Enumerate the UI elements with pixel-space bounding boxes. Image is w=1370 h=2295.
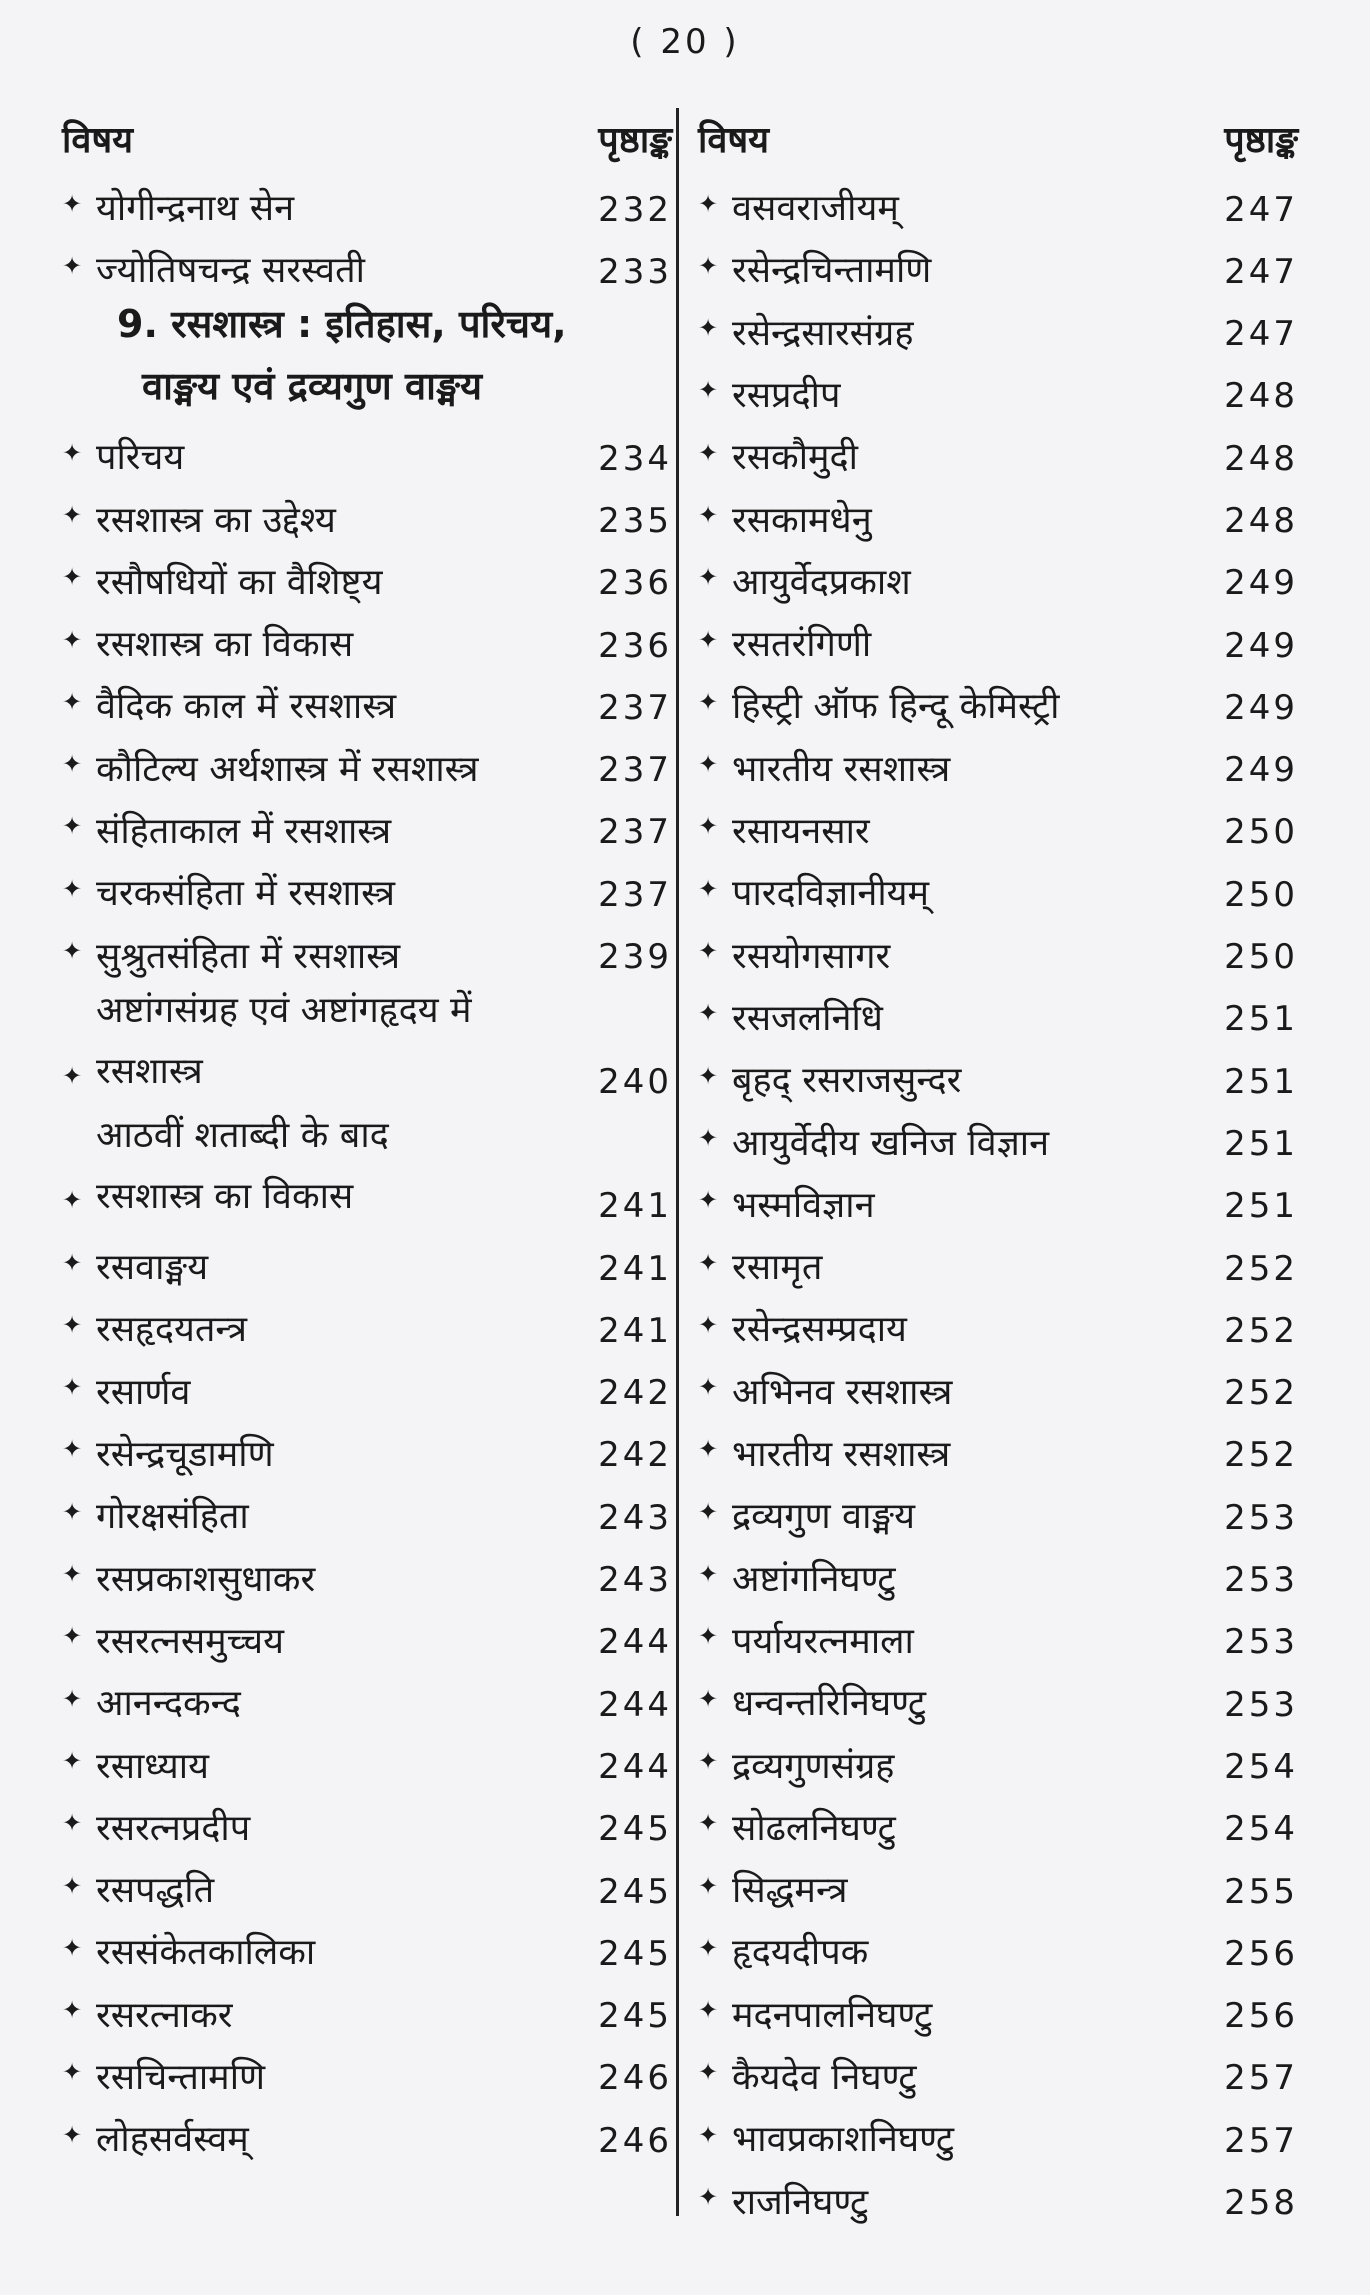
toc-entry-title: आयुर्वेदीय खनिज विज्ञान (732, 1122, 1050, 1164)
toc-entry (62, 1102, 672, 1227)
toc-entry (62, 1788, 672, 1850)
toc-entry-title: रसरत्नप्रदीप (96, 1807, 251, 1849)
bullet-star-icon: ✦ (62, 1497, 83, 1526)
toc-entry (698, 168, 1298, 230)
toc-entry-page: 233 (598, 251, 672, 292)
toc-entry-title: रसेन्द्रचिन्तामणि (732, 250, 932, 292)
toc-entry-title: रसवाङ्मय (96, 1247, 209, 1289)
toc-entry-page: 252 (1224, 1435, 1298, 1476)
toc-entry-page: 257 (1224, 2058, 1298, 2099)
toc-entry-title: सिद्धमन्त्र (732, 1870, 848, 1912)
toc-entry-page: 237 (598, 750, 672, 791)
bullet-star-icon: ✦ (698, 563, 719, 592)
toc-entry (698, 1289, 1298, 1351)
bullet-star-icon: ✦ (698, 251, 719, 280)
toc-entry-title: रसरत्नाकर (96, 1994, 233, 2036)
bullet-star-icon: ✦ (62, 1684, 83, 1713)
column-divider (676, 108, 679, 2216)
toc-entry-page: 234 (598, 438, 672, 479)
toc-entry (698, 417, 1298, 479)
left-entries-top (62, 168, 672, 293)
toc-entry-page: 248 (1224, 500, 1298, 541)
toc-entry (698, 293, 1298, 355)
bullet-star-icon: ✦ (62, 687, 83, 716)
toc-entry-title: रसकौमुदी (732, 437, 859, 479)
toc-entry (62, 479, 672, 541)
toc-entry (698, 479, 1298, 541)
toc-entry-page: 252 (1224, 1310, 1298, 1351)
toc-entry-title: राजनिघण्टु (732, 2181, 869, 2223)
toc-entry (698, 1850, 1298, 1912)
toc-entry (698, 1476, 1298, 1538)
toc-entry (62, 853, 672, 915)
toc-entry (62, 1601, 672, 1663)
toc-entry (698, 604, 1298, 666)
toc-entry-title: योगीन्द्रनाथ सेन (96, 188, 295, 230)
toc-entry-title: धन्वन्तरिनिघण्टु (732, 1683, 927, 1725)
toc-entry-page: 245 (598, 1996, 672, 2037)
toc-entry-title: हृदयदीपक (732, 1932, 869, 1974)
toc-entry-title: रसौषधियों का वैशिष्ट्य (96, 561, 383, 603)
toc-entry-title: भारतीय रसशास्त्र (732, 1434, 951, 1476)
toc-entry (698, 1975, 1298, 2037)
toc-entry-title: हिस्ट्री ऑफ हिन्दू केमिस्ट्री (732, 686, 1060, 728)
bullet-star-icon: ✦ (698, 314, 719, 343)
toc-entry-page: 256 (1224, 1996, 1298, 2037)
toc-entry-page: 258 (1224, 2183, 1298, 2223)
toc-entry-title: चरकसंहिता में रसशास्त्र (96, 873, 396, 915)
toc-entry (62, 2099, 672, 2161)
toc-entry-page: 232 (598, 189, 672, 230)
toc-entry-title: गोरक्षसंहिता (96, 1496, 249, 1538)
toc-entry-title: वसवराजीयम् (732, 188, 899, 230)
toc-entry-page: 249 (1224, 563, 1298, 604)
toc-entry-page: 243 (598, 1497, 672, 1538)
bullet-star-icon: ✦ (62, 251, 83, 280)
toc-entry (698, 1227, 1298, 1289)
toc-entry-page: 237 (598, 874, 672, 915)
toc-entry-page: 237 (598, 687, 672, 728)
toc-entry-page: 249 (1224, 687, 1298, 728)
toc-entry-page: 256 (1224, 1933, 1298, 1974)
toc-entry (62, 978, 672, 1103)
toc-entry (62, 1850, 672, 1912)
bullet-star-icon: ✦ (698, 1746, 719, 1775)
toc-entry (698, 978, 1298, 1040)
bullet-star-icon: ✦ (698, 1684, 719, 1713)
toc-entry (62, 1352, 672, 1414)
toc-entry-page: 247 (1224, 251, 1298, 292)
toc-entry (62, 2037, 672, 2099)
toc-entry-page: 251 (1224, 1061, 1298, 1102)
toc-entry (698, 355, 1298, 417)
toc-entry (698, 791, 1298, 853)
toc-entry-title: आनन्दकन्द (96, 1683, 241, 1725)
toc-entry-title: पर्यायरत्नमाला (732, 1620, 914, 1662)
toc-entry-page: 241 (598, 1186, 672, 1227)
toc-entry (698, 1414, 1298, 1476)
toc-entry-title: रसतरंगिणी (732, 624, 872, 666)
bullet-star-icon: ✦ (698, 2058, 719, 2087)
toc-entry-title: रसजलनिधि (732, 997, 883, 1039)
bullet-star-icon: ✦ (698, 812, 719, 841)
toc-entry-page: 240 (598, 1061, 672, 1102)
bullet-star-icon: ✦ (62, 563, 83, 592)
toc-entry-page: 244 (598, 1684, 672, 1725)
toc-entry-page: 253 (1224, 1622, 1298, 1663)
toc-entry (698, 1663, 1298, 1725)
toc-entry (698, 853, 1298, 915)
toc-entry-title: रसार्णव (96, 1371, 191, 1413)
toc-entry-title: संहिताकाल में रसशास्त्र (96, 811, 392, 853)
toc-entry-page: 247 (1224, 189, 1298, 230)
bullet-star-icon: ✦ (698, 2183, 719, 2211)
toc-entry-page: 248 (1224, 376, 1298, 417)
toc-entry-page: 253 (1224, 1497, 1298, 1538)
toc-entry (62, 604, 672, 666)
toc-entry (62, 1663, 672, 1725)
toc-entry-page: 257 (1224, 2120, 1298, 2161)
toc-entry-page: 241 (598, 1310, 672, 1351)
bullet-star-icon: ✦ (698, 874, 719, 903)
toc-entry-page: 251 (1224, 1123, 1298, 1164)
left-column (62, 108, 672, 2162)
bullet-star-icon: ✦ (698, 625, 719, 654)
right-column-header (698, 108, 1298, 168)
bullet-star-icon: ✦ (698, 376, 719, 405)
toc-entry-title: परिचय (96, 437, 185, 479)
bullet-star-icon: ✦ (698, 999, 719, 1028)
bullet-star-icon: ✦ (698, 500, 719, 529)
toc-entry-page: 248 (1224, 438, 1298, 479)
toc-entry-title: रसपद्धति (96, 1870, 215, 1912)
toc-entry (698, 1352, 1298, 1414)
toc-entry-title: अभिनव रसशास्त्र (732, 1371, 953, 1413)
toc-entry-title: रसयोगसागर (732, 935, 891, 977)
toc-entry (62, 916, 672, 978)
bullet-star-icon: ✦ (62, 189, 83, 218)
toc-entry-title: रसेन्द्रसारसंग्रह (732, 312, 914, 354)
bullet-star-icon: ✦ (698, 1248, 719, 1277)
toc-entry-title: रसरत्नसमुच्चय (96, 1620, 284, 1662)
toc-entry-page: 245 (598, 1871, 672, 1912)
toc-entry-page: 246 (598, 2120, 672, 2161)
bullet-star-icon: ✦ (62, 1310, 83, 1339)
toc-entry (698, 1040, 1298, 1102)
toc-entry (698, 1912, 1298, 1974)
subject-heading: विषय (698, 119, 770, 161)
bullet-star-icon: ✦ (698, 1186, 719, 1215)
right-column (698, 108, 1298, 2224)
toc-entry-page: 252 (1224, 1373, 1298, 1414)
bullet-star-icon: ✦ (62, 1435, 83, 1464)
bullet-star-icon: ✦ (698, 750, 719, 779)
toc-entry-title: मदनपालनिघण्टु (732, 1994, 933, 2036)
toc-entry (62, 1476, 672, 1538)
toc-entry-title: रसचिन्तामणि (96, 2057, 266, 2099)
bullet-star-icon: ✦ (62, 937, 83, 966)
toc-entry-title: कौटिल्य अर्थशास्त्र में रसशास्त्र (96, 748, 479, 790)
toc-entry-title: रसाध्याय (96, 1745, 210, 1787)
toc-entry (698, 916, 1298, 978)
bullet-star-icon: ✦ (62, 1933, 83, 1962)
bullet-star-icon: ✦ (62, 1560, 83, 1589)
section-heading-line-1: 9. रसशास्त्र : इतिहास, परिचय, (117, 301, 567, 346)
toc-entry-title: रसायनसार (732, 811, 870, 853)
bullet-star-icon: ✦ (698, 1560, 719, 1589)
toc-entry (698, 1165, 1298, 1227)
toc-entry-page: 236 (598, 625, 672, 666)
toc-entry-title: भारतीय रसशास्त्र (732, 748, 951, 790)
toc-entry-title: अष्टांगनिघण्टु (732, 1558, 896, 1600)
left-entries-bottom (62, 417, 672, 2161)
page-heading: पृष्ठाङ्क (598, 119, 672, 161)
toc-entry (62, 1289, 672, 1351)
toc-entry (698, 1539, 1298, 1601)
toc-entry (62, 1227, 672, 1289)
toc-entry-title: बृहद् रसराजसुन्दर (732, 1060, 962, 1102)
toc-entry-title: रसकामधेनु (732, 499, 872, 541)
toc-entry-page: 254 (1224, 1809, 1298, 1850)
section-heading-line-2: वाङ्मय एवं द्रव्यगुण वाङ्मय (142, 363, 483, 408)
bullet-star-icon: ✦ (62, 1061, 83, 1090)
bullet-star-icon: ✦ (62, 1373, 83, 1402)
toc-entry-page: 255 (1224, 1871, 1298, 1912)
toc-entry-title: अष्टांगसंग्रह एवं अष्टांगहृदय में रसशास्त्र (96, 990, 472, 1093)
bullet-star-icon: ✦ (698, 1497, 719, 1526)
toc-entry-title: रसहृदयतन्त्र (96, 1309, 247, 1351)
toc-entry-title: रसशास्त्र का उद्देश्य (96, 499, 336, 541)
bullet-star-icon: ✦ (698, 1373, 719, 1402)
bullet-star-icon: ✦ (62, 1186, 83, 1215)
toc-entry-title: सुश्रुतसंहिता में रसशास्त्र (96, 935, 401, 977)
toc-entry (698, 2037, 1298, 2099)
toc-entry-title: लोहसर्वस्वम् (96, 2119, 249, 2161)
toc-entry (62, 417, 672, 479)
toc-entry (698, 2099, 1298, 2161)
page-number: ( 20 ) (630, 22, 740, 62)
left-column-header (62, 108, 672, 168)
toc-entry-page: 254 (1224, 1746, 1298, 1787)
toc-entry-page: 252 (1224, 1248, 1298, 1289)
toc-entry-page: 249 (1224, 750, 1298, 791)
bullet-star-icon: ✦ (62, 750, 83, 779)
toc-entry-page: 236 (598, 563, 672, 604)
toc-entry-title: रसप्रकाशसुधाकर (96, 1558, 316, 1600)
toc-entry (62, 666, 672, 728)
toc-entry (62, 230, 672, 292)
toc-entry-title: द्रव्यगुणसंग्रह (732, 1745, 895, 1787)
bullet-star-icon: ✦ (698, 1435, 719, 1464)
toc-entry (62, 1912, 672, 1974)
toc-entry (698, 666, 1298, 728)
bullet-star-icon: ✦ (698, 189, 719, 218)
toc-entry (62, 1414, 672, 1476)
bullet-star-icon: ✦ (698, 1123, 719, 1152)
toc-entry-page: 245 (598, 1809, 672, 1850)
bullet-star-icon: ✦ (62, 1996, 83, 2025)
toc-entry-page: 247 (1224, 314, 1298, 355)
toc-entry-title: भस्मविज्ञान (732, 1184, 875, 1226)
toc-entry-page: 239 (598, 937, 672, 978)
toc-entry-page: 242 (598, 1373, 672, 1414)
toc-entry (698, 1601, 1298, 1663)
toc-entry-title: रसप्रदीप (732, 375, 841, 416)
bullet-star-icon: ✦ (62, 1622, 83, 1651)
toc-entry-page: 237 (598, 812, 672, 853)
toc-entry-title: पारदविज्ञानीयम् (732, 873, 930, 915)
toc-entry (62, 1725, 672, 1787)
toc-entry-page: 250 (1224, 812, 1298, 853)
bullet-star-icon: ✦ (62, 1809, 83, 1838)
toc-entry-title: कैयदेव निघण्टु (732, 2057, 917, 2099)
bullet-star-icon: ✦ (698, 2120, 719, 2149)
toc-entry-title: द्रव्यगुण वाङ्मय (732, 1496, 916, 1538)
bullet-star-icon: ✦ (698, 1871, 719, 1900)
toc-entry-page: 246 (598, 2058, 672, 2099)
toc-entry (698, 2162, 1298, 2224)
toc-entry-page: 241 (598, 1248, 672, 1289)
toc-entry-page: 249 (1224, 625, 1298, 666)
bullet-star-icon: ✦ (62, 812, 83, 841)
toc-entry-title: रसेन्द्रचूडामणि (96, 1434, 274, 1476)
toc-entry-page: 250 (1224, 937, 1298, 978)
toc-entry (698, 1788, 1298, 1850)
bullet-star-icon: ✦ (698, 1310, 719, 1339)
bullet-star-icon: ✦ (698, 1996, 719, 2025)
bullet-star-icon: ✦ (698, 937, 719, 966)
toc-entry-title: भावप्रकाशनिघण्टु (732, 2119, 955, 2161)
bullet-star-icon: ✦ (62, 438, 83, 467)
bullet-star-icon: ✦ (698, 1622, 719, 1651)
toc-entry-page: 235 (598, 500, 672, 541)
toc-entry-title: आयुर्वेदप्रकाश (732, 561, 911, 603)
bullet-star-icon: ✦ (62, 874, 83, 903)
toc-entry-page: 250 (1224, 874, 1298, 915)
bullet-star-icon: ✦ (698, 687, 719, 716)
bullet-star-icon: ✦ (62, 1871, 83, 1900)
bullet-star-icon: ✦ (698, 438, 719, 467)
toc-entry (62, 168, 672, 230)
toc-entry-page: 253 (1224, 1560, 1298, 1601)
toc-entry-title: रसेन्द्रसम्प्रदाय (732, 1309, 907, 1351)
toc-entry (62, 1539, 672, 1601)
toc-entry (698, 1725, 1298, 1787)
toc-entry-title: सोढलनिघण्टु (732, 1807, 896, 1849)
toc-entry-page: 251 (1224, 999, 1298, 1040)
toc-entry-page: 253 (1224, 1684, 1298, 1725)
bullet-star-icon: ✦ (62, 1746, 83, 1775)
toc-entry (698, 230, 1298, 292)
bullet-star-icon: ✦ (698, 1809, 719, 1838)
toc-entry-title: रसशास्त्र का विकास (96, 624, 354, 666)
bullet-star-icon: ✦ (698, 1061, 719, 1090)
toc-entry (698, 542, 1298, 604)
toc-entry-title: वैदिक काल में रसशास्त्र (96, 686, 397, 728)
toc-entry (62, 791, 672, 853)
toc-entry-page: 245 (598, 1933, 672, 1974)
toc-entry (698, 729, 1298, 791)
toc-entry (62, 729, 672, 791)
bullet-star-icon: ✦ (698, 1933, 719, 1962)
toc-entry-page: 243 (598, 1560, 672, 1601)
bullet-star-icon: ✦ (62, 2058, 83, 2087)
toc-entry-page: 251 (1224, 1186, 1298, 1227)
toc-entry-title: ज्योतिषचन्द्र सरस्वती (96, 250, 365, 292)
toc-entry-title: रसामृत (732, 1247, 823, 1289)
toc-entry (62, 542, 672, 604)
bullet-star-icon: ✦ (62, 2120, 83, 2149)
section-heading (62, 293, 672, 418)
bullet-star-icon: ✦ (62, 625, 83, 654)
toc-entry (62, 1975, 672, 2037)
toc-entry-page: 244 (598, 1746, 672, 1787)
toc-entry (698, 1102, 1298, 1164)
toc-entry-title: आठवीं शताब्दी के बाद रसशास्त्र का विकास (96, 1114, 389, 1217)
bullet-star-icon: ✦ (62, 500, 83, 529)
right-entries (698, 168, 1298, 2224)
page-heading: पृष्ठाङ्क (1224, 119, 1298, 161)
toc-entry-page: 244 (598, 1622, 672, 1663)
subject-heading: विषय (62, 119, 134, 161)
bullet-star-icon: ✦ (62, 1248, 83, 1277)
toc-entry-title: रससंकेतकालिका (96, 1932, 316, 1974)
toc-entry-page: 242 (598, 1435, 672, 1476)
